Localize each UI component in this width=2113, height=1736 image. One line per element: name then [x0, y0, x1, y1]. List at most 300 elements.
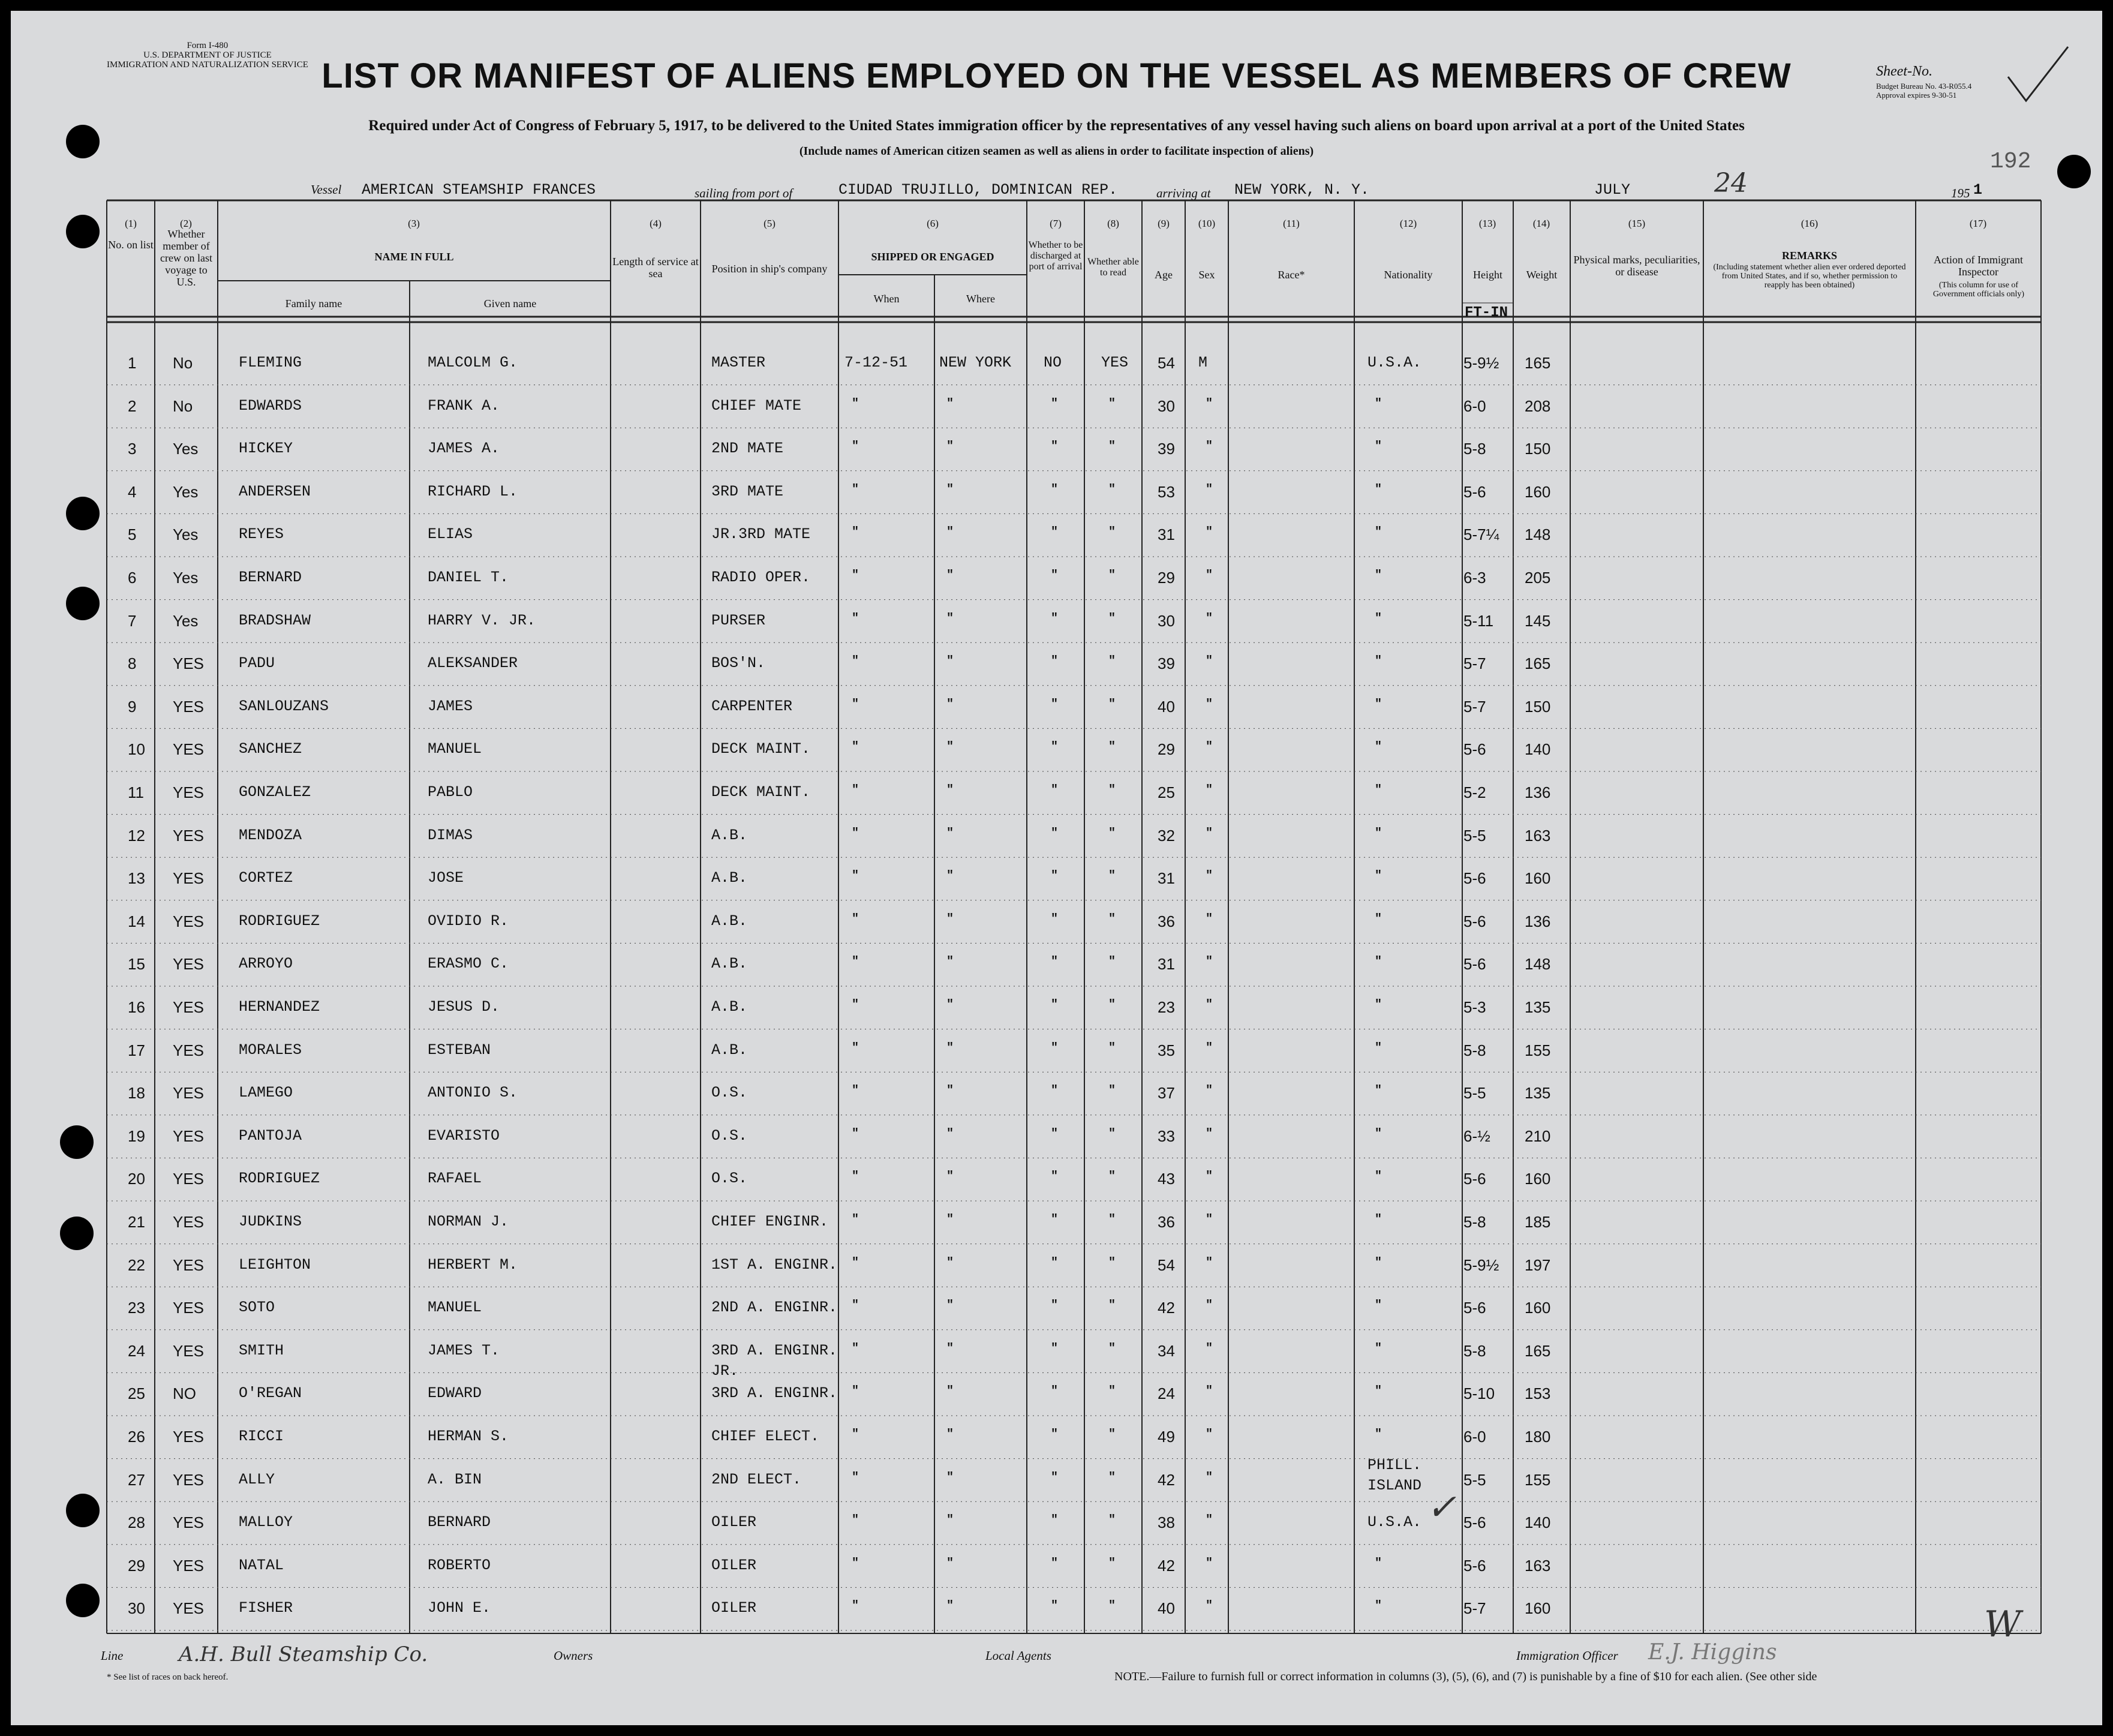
cell-family: RODRIGUEZ: [239, 1170, 320, 1188]
cell-weight: 165: [1525, 354, 1551, 372]
cell-nat: ": [1375, 1384, 1382, 1399]
column-number: (12): [1399, 218, 1417, 229]
cell-when: ": [852, 1384, 859, 1399]
cell-n: 16: [128, 998, 145, 1016]
cell-where: ": [946, 1299, 954, 1313]
cell-given: OVIDIO R.: [428, 912, 509, 930]
cell-read: ": [1108, 869, 1116, 884]
header-able-read: Whether able to read: [1087, 257, 1139, 278]
cell-given: A. BIN: [428, 1470, 482, 1488]
cell-nat: ": [1375, 1127, 1382, 1141]
cell-height: 6-3: [1463, 569, 1486, 587]
cell-prev: Yes: [173, 569, 199, 587]
cell-height: 5-5: [1463, 1084, 1486, 1103]
column-number: (4): [650, 218, 662, 229]
cell-when: ": [852, 1170, 859, 1184]
cell-age: 42: [1158, 1556, 1175, 1575]
cell-where: ": [946, 1213, 954, 1227]
officer-label: Immigration Officer: [1516, 1648, 1618, 1663]
cell-read: ": [1108, 1084, 1116, 1098]
cell-n: 15: [128, 955, 145, 974]
cell-age: 24: [1158, 1384, 1175, 1403]
cell-read: ": [1108, 1513, 1116, 1528]
cell-position: A.B.: [711, 869, 748, 887]
cell-height: 5-6: [1463, 869, 1486, 888]
header-age: Age: [1155, 269, 1173, 281]
cell-position: 3RD A. ENGINR.: [711, 1384, 838, 1402]
cell-sex: ": [1206, 1299, 1213, 1313]
cell-height: 5-8: [1463, 440, 1486, 458]
cell-nat: ": [1375, 569, 1382, 582]
cell-prev: YES: [173, 1341, 205, 1360]
cell-position: 2ND MATE: [711, 440, 784, 458]
cell-read: ": [1108, 998, 1116, 1012]
cell-prev: YES: [173, 1599, 205, 1618]
cell-where: ": [946, 654, 954, 669]
cell-given: PABLO: [428, 783, 473, 801]
cell-where: ": [946, 1170, 954, 1184]
cell-n: 12: [128, 826, 145, 845]
cell-height: 5-7: [1463, 697, 1486, 716]
cell-when: ": [852, 1599, 859, 1614]
cell-weight: 155: [1525, 1470, 1551, 1489]
cell-disch: ": [1051, 1470, 1059, 1485]
page-title: LIST OR MANIFEST OF ALIENS EMPLOYED ON THE VESSEL AS MEMBERS OF CREW: [321, 56, 1792, 95]
cell-nat: ": [1375, 826, 1382, 840]
cell-when: ": [852, 1213, 859, 1227]
column-number: (16): [1801, 218, 1819, 229]
cell-nat: ": [1375, 912, 1382, 926]
cell-when: ": [852, 955, 859, 969]
cell-nat: ": [1375, 1041, 1382, 1055]
cell-when: ": [852, 740, 859, 755]
cell-disch: ": [1051, 440, 1059, 454]
cell-position-continued: JR.: [711, 1362, 739, 1380]
cell-family: PADU: [239, 654, 275, 672]
cell-height: 5-7¼: [1463, 525, 1499, 544]
cell-where: ": [946, 569, 954, 582]
header-family-name: Family name: [285, 298, 342, 310]
cell-family: SOTO: [239, 1299, 275, 1317]
cell-sex: ": [1206, 1341, 1213, 1356]
cell-family: FISHER: [239, 1599, 293, 1617]
cell-where: ": [946, 1084, 954, 1098]
cell-where: ": [946, 1256, 954, 1270]
cell-read: ": [1108, 740, 1116, 755]
cell-family: O'REGAN: [239, 1384, 302, 1402]
cell-weight: 185: [1525, 1213, 1551, 1231]
cell-position: DECK MAINT.: [711, 783, 811, 801]
cell-prev: YES: [173, 1127, 205, 1145]
cell-height: 5-6: [1463, 912, 1486, 930]
column-number: (15): [1628, 218, 1646, 229]
cell-n: 27: [128, 1470, 145, 1489]
cell-n: 21: [128, 1213, 145, 1231]
cell-n: 30: [128, 1599, 145, 1618]
cell-family: BERNARD: [239, 569, 302, 586]
cell-prev: YES: [173, 1299, 205, 1317]
cell-when: ": [852, 1470, 859, 1485]
manifest-sheet: [11, 11, 2102, 1725]
header-remarks: REMARKS: [1781, 250, 1837, 262]
cell-weight: 145: [1525, 611, 1551, 630]
cell-age: 31: [1158, 955, 1175, 974]
cell-position: CHIEF ENGINR.: [711, 1213, 829, 1230]
cell-n: 2: [128, 397, 137, 415]
cell-disch: ": [1051, 912, 1059, 926]
header-weight: Weight: [1526, 269, 1558, 281]
cell-age: 39: [1158, 440, 1175, 458]
cell-weight: 180: [1525, 1428, 1551, 1446]
cell-given: JAMES A.: [428, 440, 500, 458]
cell-weight: 135: [1525, 1084, 1551, 1103]
cell-weight: 210: [1525, 1127, 1551, 1145]
cell-disch: ": [1051, 1213, 1059, 1227]
stamp-number: 192: [1990, 149, 2031, 175]
header-sex: Sex: [1198, 269, 1215, 281]
cell-read: ": [1108, 1256, 1116, 1270]
cell-weight: 163: [1525, 826, 1551, 845]
cell-when: ": [852, 525, 859, 540]
cell-prev: YES: [173, 740, 205, 759]
cell-given: MANUEL: [428, 740, 482, 758]
cell-disch: ": [1051, 569, 1059, 582]
cell-height: 5-5: [1463, 1470, 1486, 1489]
form-number: Form I-480 U.S. DEPARTMENT OF JUSTICE IMMIGRATION AND NATURALIZATION SERVICE: [107, 41, 308, 70]
cell-sex: ": [1206, 654, 1213, 669]
cell-sex: ": [1206, 826, 1213, 840]
cell-nat: ": [1375, 998, 1382, 1012]
cell-family: SANCHEZ: [239, 740, 302, 758]
arriving-label: arriving at: [1156, 186, 1211, 200]
cell-where: ": [946, 1127, 954, 1141]
cell-position: OILER: [711, 1599, 757, 1617]
cell-weight: 208: [1525, 397, 1551, 415]
cell-where: ": [946, 1599, 954, 1614]
cell-prev: NO: [173, 1384, 196, 1403]
line-value: A.H. Bull Steamship Co.: [179, 1642, 428, 1666]
cell-sex: ": [1206, 1384, 1213, 1399]
cell-age: 25: [1158, 783, 1175, 801]
header-nationality: Nationality: [1384, 269, 1433, 281]
cell-given: ELIAS: [428, 525, 473, 543]
cell-age: 37: [1158, 1084, 1175, 1103]
cell-family: JUDKINS: [239, 1213, 302, 1230]
cell-read: ": [1108, 1384, 1116, 1399]
cell-sex: ": [1206, 1041, 1213, 1055]
cell-nat: ": [1375, 1299, 1382, 1313]
cell-weight: 165: [1525, 1341, 1551, 1360]
cell-sex: ": [1206, 1470, 1213, 1485]
cell-where: ": [946, 611, 954, 626]
cell-disch: ": [1051, 783, 1059, 797]
cell-age: 32: [1158, 826, 1175, 845]
cell-prev: YES: [173, 654, 205, 673]
cell-sex: ": [1206, 697, 1213, 711]
cell-prev: No: [173, 354, 193, 372]
cell-prev: YES: [173, 869, 205, 888]
cell-height: 5-9½: [1463, 1256, 1499, 1274]
cell-read: ": [1108, 569, 1116, 582]
cell-nat: U.S.A.: [1367, 1513, 1422, 1531]
cell-read: ": [1108, 482, 1116, 497]
column-number: (6): [927, 218, 939, 229]
cell-disch: ": [1051, 1170, 1059, 1184]
cell-read: ": [1108, 1127, 1116, 1141]
cell-given: JOHN E.: [428, 1599, 491, 1617]
cell-disch: ": [1051, 482, 1059, 497]
cell-position: 2ND ELECT.: [711, 1470, 802, 1488]
cell-nat: ": [1375, 955, 1382, 969]
header-length-service: Length of service at sea: [612, 256, 699, 280]
cell-where: ": [946, 740, 954, 755]
cell-weight: 160: [1525, 1170, 1551, 1188]
cell-height: 6-½: [1463, 1127, 1490, 1145]
column-number: (2): [180, 218, 192, 229]
cell-when: ": [852, 783, 859, 797]
cell-prev: YES: [173, 697, 205, 716]
column-number: (13): [1478, 218, 1496, 229]
cell-position: O.S.: [711, 1084, 748, 1102]
cell-nat: ": [1375, 1341, 1382, 1356]
cell-position: CHIEF MATE: [711, 397, 802, 415]
cell-disch: ": [1051, 826, 1059, 840]
cell-weight: 160: [1525, 482, 1551, 501]
header-physical: Physical marks, peculiarities, or disease: [1573, 254, 1700, 278]
cell-n: 1: [128, 354, 137, 372]
cell-weight: 160: [1525, 869, 1551, 888]
cell-family: MALLOY: [239, 1513, 293, 1531]
cell-position: 1ST A. ENGINR.: [711, 1256, 838, 1274]
cell-prev: YES: [173, 1170, 205, 1188]
cell-prev: YES: [173, 1556, 205, 1575]
cell-where: ": [946, 1513, 954, 1528]
cell-position: DECK MAINT.: [711, 740, 811, 758]
cell-height: 6-0: [1463, 1428, 1486, 1446]
cell-disch: ": [1051, 1513, 1059, 1528]
cell-n: 26: [128, 1428, 145, 1446]
cell-height: 5-6: [1463, 482, 1486, 501]
cell-n: 23: [128, 1299, 145, 1317]
cell-disch: NO: [1044, 354, 1062, 371]
cell-disch: ": [1051, 525, 1059, 540]
cell-where: ": [946, 955, 954, 969]
cell-where: ": [946, 1041, 954, 1055]
cell-n: 7: [128, 611, 137, 630]
cell-n: 19: [128, 1127, 145, 1145]
header-action: Action of Immigrant Inspector: [1934, 254, 2023, 278]
cell-age: 39: [1158, 654, 1175, 673]
cell-read: ": [1108, 1341, 1116, 1356]
cell-read: ": [1108, 611, 1116, 626]
cell-age: 33: [1158, 1127, 1175, 1145]
cell-read: ": [1108, 654, 1116, 669]
cell-sex: ": [1206, 998, 1213, 1012]
column-number: (5): [764, 218, 776, 229]
cell-disch: ": [1051, 869, 1059, 884]
cell-sex: ": [1206, 1599, 1213, 1614]
cell-height: 5-8: [1463, 1213, 1486, 1231]
cell-read: ": [1108, 1470, 1116, 1485]
cell-age: 53: [1158, 482, 1175, 501]
cell-age: 29: [1158, 740, 1175, 759]
column-number: (1): [125, 218, 137, 229]
cell-height: 5-8: [1463, 1041, 1486, 1059]
cell-family: NATAL: [239, 1556, 284, 1574]
cell-sex: ": [1206, 525, 1213, 540]
cell-age: 36: [1158, 1213, 1175, 1231]
cell-when: ": [852, 1341, 859, 1356]
cell-nat: ": [1375, 611, 1382, 626]
cell-given: ANTONIO S.: [428, 1084, 518, 1102]
cell-family: HERNANDEZ: [239, 998, 320, 1016]
cell-age: 54: [1158, 1256, 1175, 1274]
cell-position: RADIO OPER.: [711, 569, 811, 586]
cell-position: 2ND A. ENGINR.: [711, 1299, 838, 1317]
cell-read: ": [1108, 826, 1116, 840]
cell-disch: ": [1051, 1127, 1059, 1141]
cell-height: 6-0: [1463, 397, 1486, 415]
arrival-day: 24: [1714, 168, 1748, 199]
cell-family: BRADSHAW: [239, 611, 311, 629]
cell-nat: ": [1375, 1213, 1382, 1227]
cell-when: ": [852, 998, 859, 1012]
cell-nat: ": [1375, 1084, 1382, 1098]
cell-n: 5: [128, 525, 137, 544]
cell-nat: ": [1375, 1170, 1382, 1184]
cell-sex: ": [1206, 397, 1213, 411]
cell-when: ": [852, 397, 859, 411]
cell-where: ": [946, 397, 954, 411]
column-number: (10): [1198, 218, 1216, 229]
cell-nat: ": [1375, 397, 1382, 411]
header-where: Where: [966, 293, 995, 305]
cell-weight: 148: [1525, 525, 1551, 544]
cell-n: 9: [128, 697, 137, 716]
cell-weight: 155: [1525, 1041, 1551, 1059]
column-number: (9): [1158, 218, 1170, 229]
cell-height: 5-9½: [1463, 354, 1499, 372]
cell-position: A.B.: [711, 912, 748, 930]
cell-position: JR.3RD MATE: [711, 525, 811, 543]
cell-where: ": [946, 1341, 954, 1356]
cell-when: ": [852, 697, 859, 711]
cell-height: 5-6: [1463, 1513, 1486, 1532]
cell-read: ": [1108, 525, 1116, 540]
cell-where: ": [946, 525, 954, 540]
cell-nat: ": [1375, 1556, 1382, 1570]
cell-n: 6: [128, 569, 137, 587]
cell-disch: ": [1051, 697, 1059, 711]
cell-weight: 197: [1525, 1256, 1551, 1274]
cell-n: 8: [128, 654, 137, 673]
cell-disch: ": [1051, 998, 1059, 1012]
cell-position: OILER: [711, 1513, 757, 1531]
header-when: When: [873, 293, 900, 305]
cell-sex: ": [1206, 955, 1213, 969]
cell-height: 5-6: [1463, 1170, 1486, 1188]
cell-age: 30: [1158, 397, 1175, 415]
cell-position: OILER: [711, 1556, 757, 1574]
cell-prev: Yes: [173, 482, 199, 501]
cell-age: 29: [1158, 569, 1175, 587]
cell-where: ": [946, 1556, 954, 1570]
cell-sex: ": [1206, 1428, 1213, 1441]
cell-given: HERBERT M.: [428, 1256, 518, 1274]
cell-disch: ": [1051, 611, 1059, 626]
cell-when: ": [852, 869, 859, 884]
cell-weight: 148: [1525, 955, 1551, 974]
cell-weight: 140: [1525, 1513, 1551, 1532]
cell-family: SANLOUZANS: [239, 697, 329, 715]
cell-height: 5-7: [1463, 1599, 1486, 1618]
column-number: (14): [1532, 218, 1550, 229]
cell-nat: ": [1375, 1599, 1382, 1614]
penalty-note: NOTE.—Failure to furnish full or correct information in columns (3), (5), (6), and (7) is punishable by a fine of $10 for each alien. (See other side: [1114, 1670, 1817, 1683]
cell-age: 35: [1158, 1041, 1175, 1059]
cell-sex: ": [1206, 1084, 1213, 1098]
header-race: Race*: [1278, 269, 1305, 281]
cell-position: A.B.: [711, 826, 748, 844]
cell-disch: ": [1051, 955, 1059, 969]
cell-prev: No: [173, 397, 193, 415]
officer-signature: E.J. Higgins: [1648, 1640, 1777, 1665]
cell-nat: ": [1375, 783, 1382, 797]
cell-n: 10: [128, 740, 145, 759]
cell-family: PANTOJA: [239, 1127, 302, 1145]
cell-read: ": [1108, 1041, 1116, 1055]
cell-family: SMITH: [239, 1341, 284, 1359]
cell-family: MENDOZA: [239, 826, 302, 844]
cell-read: ": [1108, 1213, 1116, 1227]
cell-sex: ": [1206, 783, 1213, 797]
cell-sex: ": [1206, 1213, 1213, 1227]
cell-family: ARROYO: [239, 955, 293, 973]
cell-weight: 136: [1525, 783, 1551, 801]
sailing-label: sailing from port of: [695, 186, 793, 200]
cell-family: LAMEGO: [239, 1084, 293, 1102]
cell-family: GONZALEZ: [239, 783, 311, 801]
cell-where: ": [946, 482, 954, 497]
cell-height: 5-7: [1463, 654, 1486, 673]
line-label: Line: [101, 1648, 124, 1663]
cell-position: PURSER: [711, 611, 766, 629]
cell-age: 42: [1158, 1299, 1175, 1317]
cell-family: RICCI: [239, 1428, 284, 1445]
cell-family: RODRIGUEZ: [239, 912, 320, 930]
cell-weight: 205: [1525, 569, 1551, 587]
header-height: Height: [1473, 269, 1502, 281]
cell-n: 3: [128, 440, 137, 458]
cell-prev: YES: [173, 783, 205, 801]
cell-weight: 140: [1525, 740, 1551, 759]
cell-read: ": [1108, 1428, 1116, 1441]
cell-n: 29: [128, 1556, 145, 1575]
cell-n: 25: [128, 1384, 145, 1403]
header-given-name: Given name: [483, 298, 537, 310]
cell-where: ": [946, 869, 954, 884]
cell-where: ": [946, 697, 954, 711]
cell-disch: ": [1051, 1341, 1059, 1356]
cell-read: YES: [1101, 354, 1129, 371]
cell-n: 18: [128, 1084, 145, 1103]
cell-sex: ": [1206, 1556, 1213, 1570]
cell-weight: 150: [1525, 697, 1551, 716]
cell-prev: YES: [173, 912, 205, 930]
cell-nat: ": [1375, 1428, 1382, 1441]
cell-disch: ": [1051, 1299, 1059, 1313]
check-mark: [2002, 41, 2074, 107]
